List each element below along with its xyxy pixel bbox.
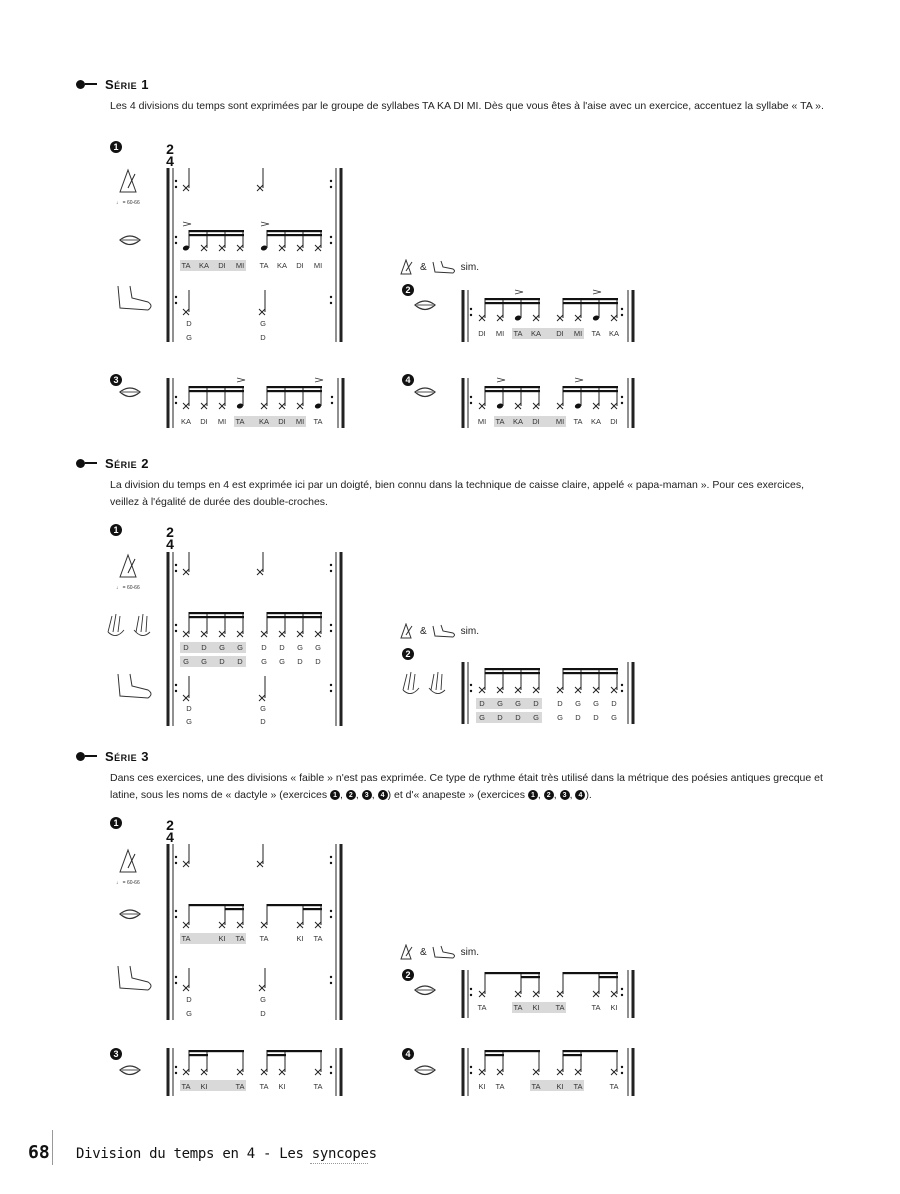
foot-letter: D: [186, 704, 192, 713]
syllable: D: [557, 699, 563, 708]
repeat-dot: [470, 314, 472, 316]
metronome-foot-sim: & sim.: [398, 623, 479, 639]
syllable: G: [611, 713, 617, 722]
exercise-number: 1: [110, 524, 122, 536]
repeat-dot: [330, 302, 332, 304]
repeat-dot: [330, 570, 332, 572]
repeat-dot: [330, 910, 332, 912]
repeat-dot: [330, 624, 332, 626]
accent-mark: [261, 222, 269, 226]
syllable: TA: [181, 1082, 191, 1091]
beam: [189, 1054, 209, 1056]
foot-icon: [118, 286, 151, 310]
metronome-icon: [120, 170, 136, 192]
syllable: KI: [278, 1082, 286, 1091]
beam: [485, 672, 541, 674]
repeat-dot: [175, 976, 177, 978]
syllable: DI: [200, 417, 208, 426]
accent-mark: [593, 290, 601, 294]
repeat-dot: [331, 402, 333, 404]
repeat-dot: [470, 1072, 472, 1074]
foot-letter: G: [186, 1009, 192, 1018]
syllable: TA: [313, 934, 323, 943]
syllable: G: [261, 657, 267, 666]
beam: [189, 1050, 245, 1052]
syllable: MI: [217, 417, 227, 426]
repeat-dot: [175, 1066, 177, 1068]
syllable: DI: [556, 329, 564, 338]
syllable: MI: [573, 329, 583, 338]
exercise-number: 1: [110, 817, 122, 829]
beam: [189, 386, 245, 388]
syllable: G: [593, 699, 599, 708]
repeat-dot: [175, 690, 177, 692]
repeat-dot: [175, 916, 177, 918]
repeat-dot: [175, 302, 177, 304]
repeat-dot: [330, 982, 332, 984]
syllable: DI: [218, 261, 226, 270]
syllable: D: [315, 657, 321, 666]
anapeste-exercise-numbers: 1 , 2 , 3 , 4: [528, 789, 586, 801]
syllable: D: [297, 657, 303, 666]
syllable: G: [201, 657, 207, 666]
time-signature-top: 2: [166, 141, 174, 157]
exercise-number: 4: [402, 1048, 414, 1060]
beam: [267, 390, 323, 392]
syllable: KA: [530, 329, 542, 338]
foot-letter: D: [260, 333, 266, 342]
foot-letter: G: [186, 333, 192, 342]
beam: [225, 908, 245, 910]
serie-1-text: Les 4 divisions du temps sont exprimées par le groupe de syllabes TA KA DI MI. Dès que vous êtes à l'aise avec un exercice, accentuez la syllabe « TA ».: [110, 100, 824, 112]
repeat-dot: [330, 1066, 332, 1068]
hand-icon: [429, 672, 445, 694]
repeat-dot: [470, 994, 472, 996]
repeat-dot: [175, 856, 177, 858]
syllable: G: [279, 657, 285, 666]
syllable: MI: [495, 329, 505, 338]
beam: [563, 672, 619, 674]
repeat-dot: [330, 690, 332, 692]
repeat-dot: [330, 236, 332, 238]
repeat-dot: [330, 1072, 332, 1074]
syllable: DI: [610, 417, 618, 426]
syllable: TA: [513, 329, 523, 338]
syllable: D: [533, 699, 539, 708]
syllable: TA: [477, 1003, 487, 1012]
syllable: MI: [477, 417, 487, 426]
repeat-dot: [470, 402, 472, 404]
foot-letter: D: [260, 1009, 266, 1018]
repeat-dot: [330, 862, 332, 864]
beam: [563, 386, 619, 388]
syllable: TA: [235, 417, 245, 426]
repeat-dot: [330, 916, 332, 918]
repeat-dot: [470, 1066, 472, 1068]
syllable: D: [611, 699, 617, 708]
syllable: KI: [296, 934, 304, 943]
syllable: KI: [556, 1082, 564, 1091]
exercise-number: 2: [402, 969, 414, 981]
repeat-dot: [175, 910, 177, 912]
beam: [563, 972, 619, 974]
hand-icon: [108, 614, 124, 636]
syllable: TA: [313, 417, 323, 426]
beam: [303, 908, 323, 910]
time-signature-top: 2: [166, 817, 174, 833]
foot-letter: D: [186, 319, 192, 328]
metronome-foot-sim: & sim.: [398, 259, 479, 275]
repeat-dot: [621, 402, 623, 404]
beam: [485, 1054, 505, 1056]
accent-mark: [497, 378, 505, 382]
syllable: G: [575, 699, 581, 708]
serie-3-heading: Série 3: [76, 747, 149, 765]
syllable: G: [497, 699, 503, 708]
repeat-dot: [175, 862, 177, 864]
beam: [521, 976, 541, 978]
beam: [485, 302, 541, 304]
metronome-icon: [120, 555, 136, 577]
foot-icon: [118, 966, 151, 990]
syllable: D: [575, 713, 581, 722]
exercise-number: 4: [402, 374, 414, 386]
syllable: TA: [573, 1082, 583, 1091]
syllable: TA: [259, 1082, 269, 1091]
syllable: KI: [478, 1082, 486, 1091]
serie-2-heading: Série 2: [76, 454, 149, 472]
syllable: TA: [495, 417, 505, 426]
beam: [189, 616, 245, 618]
syllable: TA: [513, 1003, 523, 1012]
syllable: G: [219, 643, 225, 652]
repeat-dot: [175, 570, 177, 572]
repeat-dot: [621, 396, 623, 398]
beam: [485, 298, 541, 300]
foot-icon: [118, 674, 151, 698]
foot-letter: G: [260, 319, 266, 328]
syllable: G: [479, 713, 485, 722]
syllable: KI: [218, 934, 226, 943]
repeat-dot: [331, 396, 333, 398]
syllable: KA: [258, 417, 270, 426]
syllable: MI: [313, 261, 323, 270]
syllable: D: [219, 657, 225, 666]
metronome-tempo: ♩ = 60-66: [116, 880, 140, 886]
repeat-dot: [330, 976, 332, 978]
exercise-number: 3: [110, 374, 122, 386]
syllable: D: [183, 643, 189, 652]
repeat-dot: [470, 396, 472, 398]
beam: [563, 1050, 619, 1052]
syllable: KA: [590, 417, 602, 426]
beam: [267, 1054, 287, 1056]
beam: [189, 612, 245, 614]
syllable: D: [201, 643, 207, 652]
metronome-tempo: ♩ = 60-66: [116, 585, 140, 591]
time-signature-bottom: 4: [166, 829, 174, 845]
beam: [267, 1050, 323, 1052]
repeat-dot: [175, 624, 177, 626]
repeat-dot: [330, 684, 332, 686]
foot-letter: G: [260, 704, 266, 713]
repeat-dot: [621, 1072, 623, 1074]
beam: [267, 386, 323, 388]
foot-letter: D: [260, 717, 266, 726]
beam: [267, 612, 323, 614]
syllable: G: [237, 643, 243, 652]
syllable: DI: [478, 329, 486, 338]
syllable: KA: [180, 417, 192, 426]
exercise-number: 1: [110, 141, 122, 153]
accent-mark: [237, 378, 245, 382]
hand-icon: [403, 672, 419, 694]
page-number: 68: [28, 1142, 50, 1163]
repeat-dot: [175, 402, 177, 404]
syllable: KA: [276, 261, 288, 270]
repeat-dot: [470, 684, 472, 686]
foot-letter: D: [186, 995, 192, 1004]
repeat-dot: [175, 1072, 177, 1074]
repeat-dot: [470, 308, 472, 310]
syllable: TA: [259, 934, 269, 943]
syllable: TA: [591, 1003, 601, 1012]
beam: [485, 1050, 541, 1052]
time-signature-bottom: 4: [166, 153, 174, 169]
beam: [189, 230, 245, 232]
syllable: KI: [532, 1003, 540, 1012]
repeat-dot: [621, 994, 623, 996]
serie-2-text: La division du temps en 4 est exprimée ici par un doigté, bien connu dans la technique de caisse claire, appelé « papa-maman ». Pour ces exercices, veillez à l'égalité de durée des double-croches.: [110, 479, 804, 508]
syllable: G: [533, 713, 539, 722]
metronome-icon: [120, 850, 136, 872]
repeat-dot: [175, 236, 177, 238]
syllable-highlight: [476, 698, 542, 709]
syllable: G: [515, 699, 521, 708]
syllable: MI: [295, 417, 305, 426]
accent-mark: [315, 378, 323, 382]
repeat-dot: [621, 1066, 623, 1068]
repeat-dot: [330, 296, 332, 298]
dactyle-exercise-numbers: 1 , 2 , 3 , 4: [330, 789, 388, 801]
syllable: D: [237, 657, 243, 666]
syllable: MI: [235, 261, 245, 270]
syllable: DI: [278, 417, 286, 426]
syllable: TA: [573, 417, 583, 426]
beam: [485, 390, 541, 392]
repeat-dot: [330, 564, 332, 566]
foot-letter: G: [186, 717, 192, 726]
syllable: G: [315, 643, 321, 652]
beam: [267, 230, 323, 232]
syllable: TA: [181, 934, 191, 943]
syllable: TA: [531, 1082, 541, 1091]
syllable: MI: [555, 417, 565, 426]
syllable: TA: [495, 1082, 505, 1091]
syllable: TA: [609, 1082, 619, 1091]
syllable: G: [297, 643, 303, 652]
accent-mark: [575, 378, 583, 382]
beam: [267, 904, 323, 906]
beam: [563, 298, 619, 300]
exercise-number: 3: [110, 1048, 122, 1060]
syllable: KA: [608, 329, 620, 338]
repeat-dot: [175, 296, 177, 298]
syllable: D: [279, 643, 285, 652]
syllable: TA: [235, 1082, 245, 1091]
repeat-dot: [621, 308, 623, 310]
exercise-number: 2: [402, 284, 414, 296]
metronome-foot-sim: & sim.: [398, 944, 479, 960]
syllable: D: [593, 713, 599, 722]
syllable: KI: [610, 1003, 618, 1012]
beam: [563, 390, 619, 392]
syllable: D: [479, 699, 485, 708]
repeat-dot: [175, 186, 177, 188]
repeat-dot: [330, 242, 332, 244]
syllable: D: [515, 713, 521, 722]
syllable: KI: [200, 1082, 208, 1091]
time-signature-bottom: 4: [166, 536, 174, 552]
repeat-dot: [175, 396, 177, 398]
beam: [599, 976, 619, 978]
chapter-title: Division du temps en 4 - Les syncopes: [76, 1146, 377, 1162]
repeat-dot: [175, 564, 177, 566]
serie-1-heading: Série 1: [76, 75, 149, 93]
syllable: G: [183, 657, 189, 666]
repeat-dot: [330, 856, 332, 858]
syllable: KA: [512, 417, 524, 426]
syllable: TA: [591, 329, 601, 338]
syllable: TA: [259, 261, 269, 270]
beam: [485, 972, 541, 974]
beam: [189, 904, 245, 906]
beam: [267, 616, 323, 618]
beam: [267, 234, 323, 236]
syllable-highlight: [180, 656, 246, 667]
repeat-dot: [621, 314, 623, 316]
syllable: TA: [313, 1082, 323, 1091]
repeat-dot: [621, 684, 623, 686]
repeat-dot: [175, 684, 177, 686]
repeat-dot: [175, 242, 177, 244]
syllable: G: [557, 713, 563, 722]
beam: [189, 390, 245, 392]
repeat-dot: [621, 988, 623, 990]
syllable: TA: [235, 934, 245, 943]
syllable: D: [497, 713, 503, 722]
accent-mark: [183, 222, 191, 226]
beam: [563, 302, 619, 304]
beam: [485, 668, 541, 670]
beam: [563, 668, 619, 670]
syllable: TA: [181, 261, 191, 270]
syllable: D: [261, 643, 267, 652]
beam: [485, 386, 541, 388]
foot-letter: G: [260, 995, 266, 1004]
repeat-dot: [330, 180, 332, 182]
beam: [563, 1054, 583, 1056]
syllable: KA: [198, 261, 210, 270]
repeat-dot: [175, 982, 177, 984]
repeat-dot: [330, 186, 332, 188]
accent-mark: [515, 290, 523, 294]
repeat-dot: [175, 630, 177, 632]
beam: [189, 234, 245, 236]
repeat-dot: [621, 690, 623, 692]
repeat-dot: [330, 630, 332, 632]
repeat-dot: [470, 690, 472, 692]
metronome-tempo: ♩ = 60-66: [116, 200, 140, 206]
repeat-dot: [470, 988, 472, 990]
repeat-dot: [175, 180, 177, 182]
hand-icon: [134, 614, 150, 636]
syllable: DI: [532, 417, 540, 426]
serie-3-text: Dans ces exercices, une des divisions « faible » n'est pas exprimée. Ce type de rythme était très utilisé dans la métrique des poésies antiques grecque et latine, sous les noms de « dactyle » (exercices 1 , 2 , 3 , 4 ) et d'« anapeste » (exercices 1 , 2 , 3 , 4 ).: [110, 772, 823, 801]
syllable: TA: [555, 1003, 565, 1012]
syllable: DI: [296, 261, 304, 270]
time-signature-top: 2: [166, 524, 174, 540]
exercise-number: 2: [402, 648, 414, 660]
